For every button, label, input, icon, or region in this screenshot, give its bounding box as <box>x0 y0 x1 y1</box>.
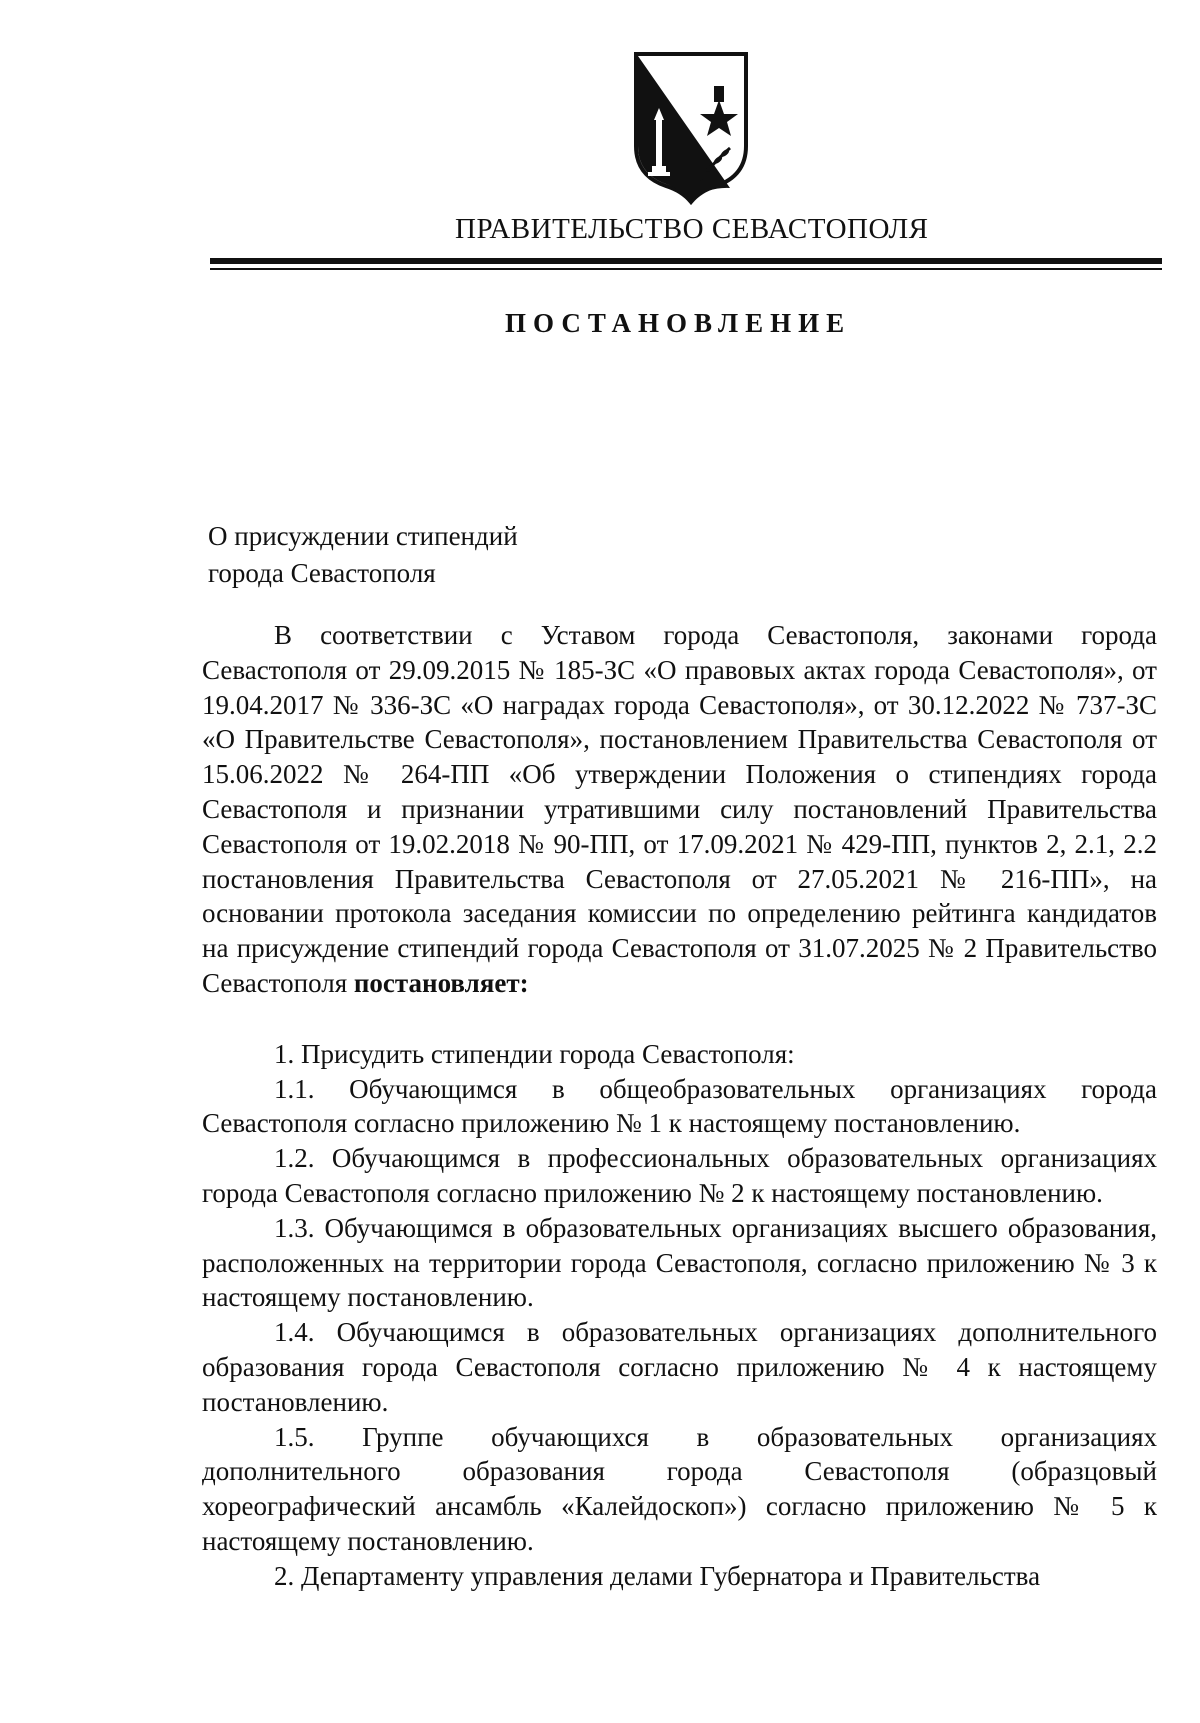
coat-of-arms-emblem <box>630 48 752 206</box>
document-body <box>202 618 1157 1594</box>
item-1-2: 1.2. Обучающимся в профессиональных образовательных организациях города Севастополя согласно приложению № 2 к настоящему постановлению. <box>202 1143 1157 1208</box>
government-title: ПРАВИТЕЛЬСТВО СЕВАСТОПОЛЯ <box>455 213 929 245</box>
item-2: 2. Департаменту управления делами Губернатора и Правительства <box>274 1560 1041 1591</box>
document-subject <box>208 518 728 592</box>
document-type-heading: ПОСТАНОВЛЕНИЕ <box>505 308 852 338</box>
decree-word: постановляет: <box>353 967 529 998</box>
subject-line-2: города Севастополя <box>208 558 436 588</box>
preamble-paragraph <box>202 618 1157 1001</box>
preamble-text: В соответствии с Уставом города Севастополя, законами города Севастополя от 29.09.2015 № 185-ЗС «О правовых актах города Севастополя», от 19.04.2017 № 336-ЗС «О наградах города Севастополя», от 30.12.2022 № 737-ЗС «О Правительстве Севастополя», постановлением Правительства Севастополя от 15.06.2022 № 264-ПП «Об утверждении Положения о стипендиях города Севастополя и признании утратившими силу постановлений Правительства Севастополя от 19.02.2018 № 90-ПП, от 17.09.2021 № 429-ПП, пунктов 2, 2.1, 2.2 постановления Правительства Севастополя от 27.05.2021 № 216-ПП», на основании протокола заседания комиссии по определению рейтинга кандидатов на присуждение стипендий города Севастополя от 31.07.2025 № 2 Правительство Севастополя <box>202 620 1157 998</box>
item-1-1: 1.1. Обучающимся в общеобразовательных организациях города Севастополя согласно приложению № 1 к настоящему постановлению. <box>202 1073 1157 1139</box>
item-1-4: 1.4. Обучающимся в образовательных организациях дополнительного образования города Севастополя согласно приложению № 4 к настоящему постановлению. <box>202 1317 1157 1417</box>
item-1: 1. Присудить стипендии города Севастополя: <box>274 1038 795 1069</box>
item-1-3: 1.3. Обучающимся в образовательных организациях высшего образования, расположенных на территории города Севастополя, согласно приложению № 3 к настоящему постановлению. <box>202 1212 1157 1313</box>
item-1-5: 1.5. Группе обучающихся в образовательных организациях дополнительного образования города Севастополя (образцовый хореографический ансамбль «Калейдоскоп») согласно приложению № 5 к настоящему постановлению. <box>202 1421 1157 1556</box>
header-rule-thin <box>210 268 1162 270</box>
header-rule-thick <box>210 258 1162 264</box>
subject-line-1: О присуждении стипендий <box>208 521 518 551</box>
